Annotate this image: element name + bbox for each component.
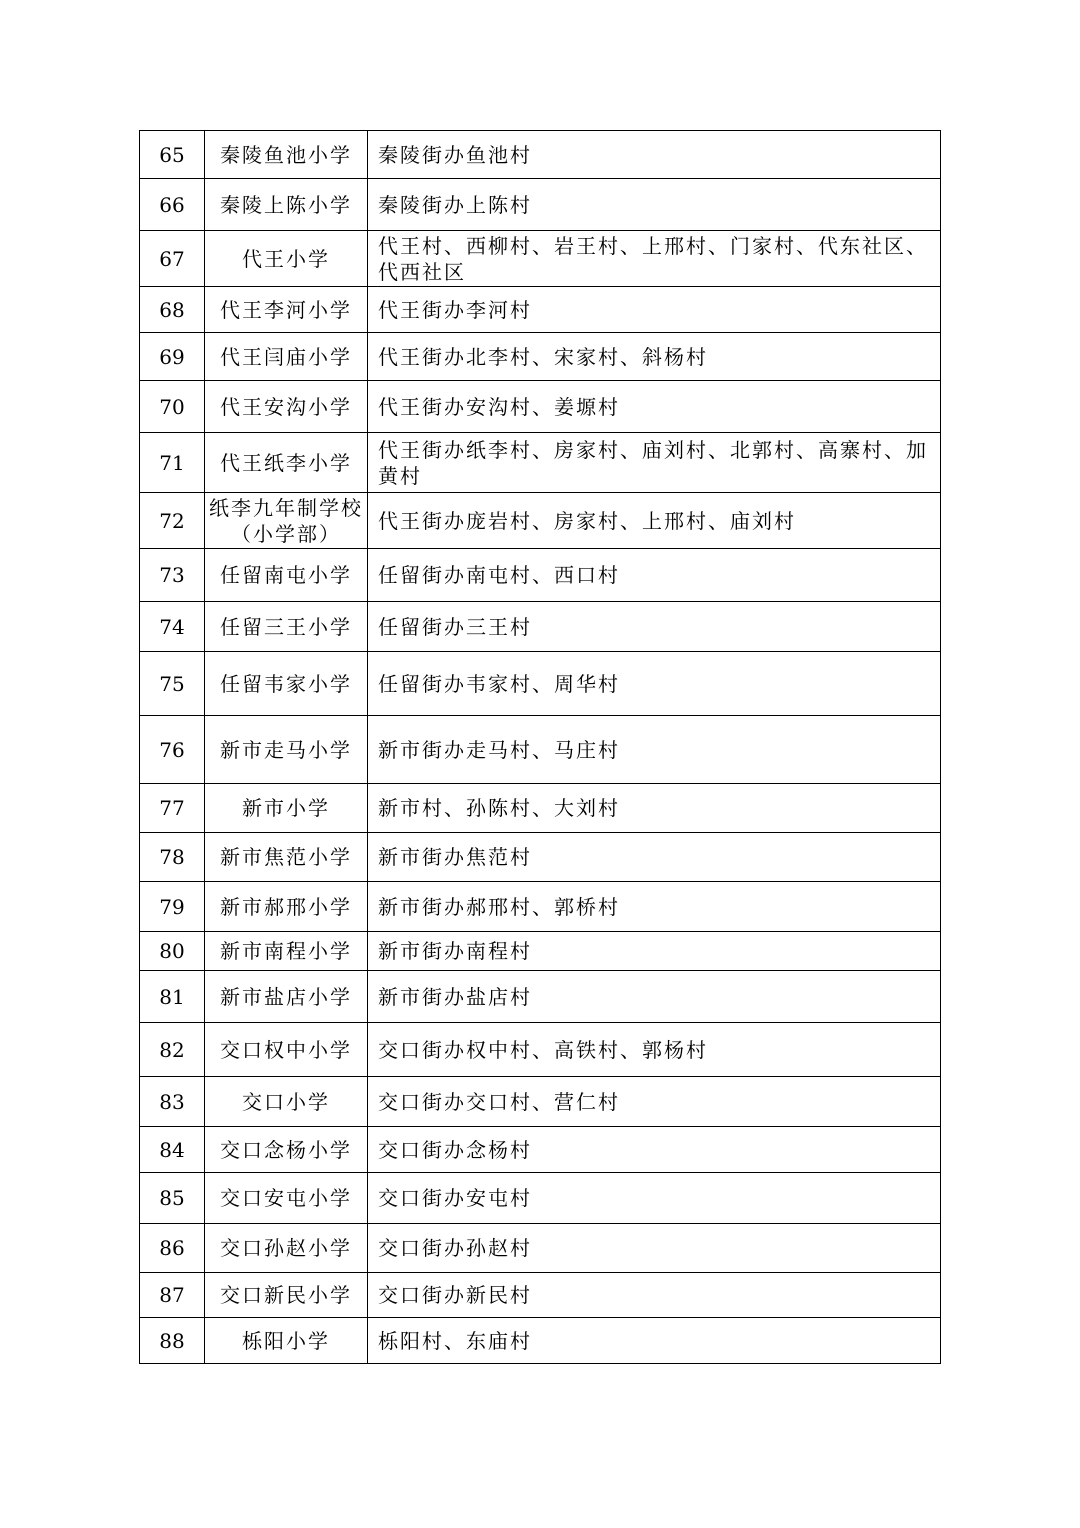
school-name: 交口新民小学: [205, 1273, 368, 1318]
row-number: 80: [140, 932, 205, 971]
school-name: 任留三王小学: [205, 602, 368, 652]
school-name: 代王小学: [205, 231, 368, 287]
school-name: 交口安屯小学: [205, 1173, 368, 1224]
table-row: [140, 1023, 941, 1077]
row-number: 81: [140, 971, 205, 1023]
enrollment-area: 交口街办念杨村: [368, 1127, 941, 1173]
table-row: [140, 602, 941, 652]
school-name: 新市郝邢小学: [205, 882, 368, 932]
school-name: 新市焦范小学: [205, 833, 368, 882]
table-row: [140, 333, 941, 381]
enrollment-area: 交口街办权中村、高铁村、郭杨村: [368, 1023, 941, 1077]
table-row: [140, 549, 941, 602]
enrollment-area: 代王街办安沟村、姜塬村: [368, 381, 941, 433]
table-row: [140, 784, 941, 833]
table-row: [140, 179, 941, 231]
enrollment-area: 新市街办焦范村: [368, 833, 941, 882]
row-number: 72: [140, 493, 205, 549]
school-name: 新市小学: [205, 784, 368, 833]
table-row: [140, 1224, 941, 1273]
enrollment-area: 交口街办新民村: [368, 1273, 941, 1318]
enrollment-area: 新市街办盐店村: [368, 971, 941, 1023]
table-row: [140, 1127, 941, 1173]
table-row: [140, 231, 941, 287]
row-number: 83: [140, 1077, 205, 1127]
table-row: [140, 1077, 941, 1127]
enrollment-area: 代王街办庞岩村、房家村、上邢村、庙刘村: [368, 493, 941, 549]
row-number: 79: [140, 882, 205, 932]
row-number: 73: [140, 549, 205, 602]
school-name: 栎阳小学: [205, 1318, 368, 1364]
school-name: 代王李河小学: [205, 287, 368, 333]
table-row: [140, 381, 941, 433]
table-row: [140, 932, 941, 971]
row-number: 87: [140, 1273, 205, 1318]
table-row: [140, 287, 941, 333]
table-body: [140, 131, 941, 1364]
enrollment-area: 交口街办交口村、营仁村: [368, 1077, 941, 1127]
school-name: 秦陵上陈小学: [205, 179, 368, 231]
school-name: 任留南屯小学: [205, 549, 368, 602]
row-number: 85: [140, 1173, 205, 1224]
school-name: 代王纸李小学: [205, 433, 368, 493]
school-name: 代王安沟小学: [205, 381, 368, 433]
enrollment-area: 新市街办走马村、马庄村: [368, 716, 941, 784]
row-number: 88: [140, 1318, 205, 1364]
row-number: 74: [140, 602, 205, 652]
enrollment-area: 秦陵街办上陈村: [368, 179, 941, 231]
row-number: 86: [140, 1224, 205, 1273]
row-number: 66: [140, 179, 205, 231]
school-district-table: [139, 130, 941, 1364]
enrollment-area: 交口街办孙赵村: [368, 1224, 941, 1273]
table-row: [140, 1273, 941, 1318]
row-number: 70: [140, 381, 205, 433]
table-row: [140, 493, 941, 549]
enrollment-area: 代王街办纸李村、房家村、庙刘村、北郭村、高寨村、加黄村: [368, 433, 941, 493]
row-number: 69: [140, 333, 205, 381]
school-name: 秦陵鱼池小学: [205, 131, 368, 179]
enrollment-area: 新市村、孙陈村、大刘村: [368, 784, 941, 833]
school-name: 交口念杨小学: [205, 1127, 368, 1173]
row-number: 82: [140, 1023, 205, 1077]
enrollment-area: 栎阳村、东庙村: [368, 1318, 941, 1364]
table-row: [140, 433, 941, 493]
enrollment-area: 秦陵街办鱼池村: [368, 131, 941, 179]
enrollment-area: 代王街办李河村: [368, 287, 941, 333]
school-name: 任留韦家小学: [205, 652, 368, 716]
row-number: 76: [140, 716, 205, 784]
school-name: 交口小学: [205, 1077, 368, 1127]
enrollment-area: 交口街办安屯村: [368, 1173, 941, 1224]
table-row: [140, 131, 941, 179]
school-name: 新市盐店小学: [205, 971, 368, 1023]
table-row: [140, 833, 941, 882]
row-number: 84: [140, 1127, 205, 1173]
enrollment-area: 任留街办韦家村、周华村: [368, 652, 941, 716]
enrollment-area: 代王街办北李村、宋家村、斜杨村: [368, 333, 941, 381]
row-number: 71: [140, 433, 205, 493]
enrollment-area: 任留街办南屯村、西口村: [368, 549, 941, 602]
table-row: [140, 1173, 941, 1224]
row-number: 68: [140, 287, 205, 333]
enrollment-area: 任留街办三王村: [368, 602, 941, 652]
enrollment-area: 新市街办郝邢村、郭桥村: [368, 882, 941, 932]
enrollment-area: 新市街办南程村: [368, 932, 941, 971]
row-number: 75: [140, 652, 205, 716]
school-name: 新市走马小学: [205, 716, 368, 784]
enrollment-area: 代王村、西柳村、岩王村、上邢村、门家村、代东社区、代西社区: [368, 231, 941, 287]
school-name: 新市南程小学: [205, 932, 368, 971]
row-number: 67: [140, 231, 205, 287]
table-row: [140, 716, 941, 784]
row-number: 78: [140, 833, 205, 882]
table-row: [140, 971, 941, 1023]
table-row: [140, 652, 941, 716]
school-name: 交口权中小学: [205, 1023, 368, 1077]
school-name: 纸李九年制学校（小学部）: [205, 493, 368, 549]
table-row: [140, 1318, 941, 1364]
table-row: [140, 882, 941, 932]
row-number: 77: [140, 784, 205, 833]
row-number: 65: [140, 131, 205, 179]
school-name: 代王闫庙小学: [205, 333, 368, 381]
school-name: 交口孙赵小学: [205, 1224, 368, 1273]
